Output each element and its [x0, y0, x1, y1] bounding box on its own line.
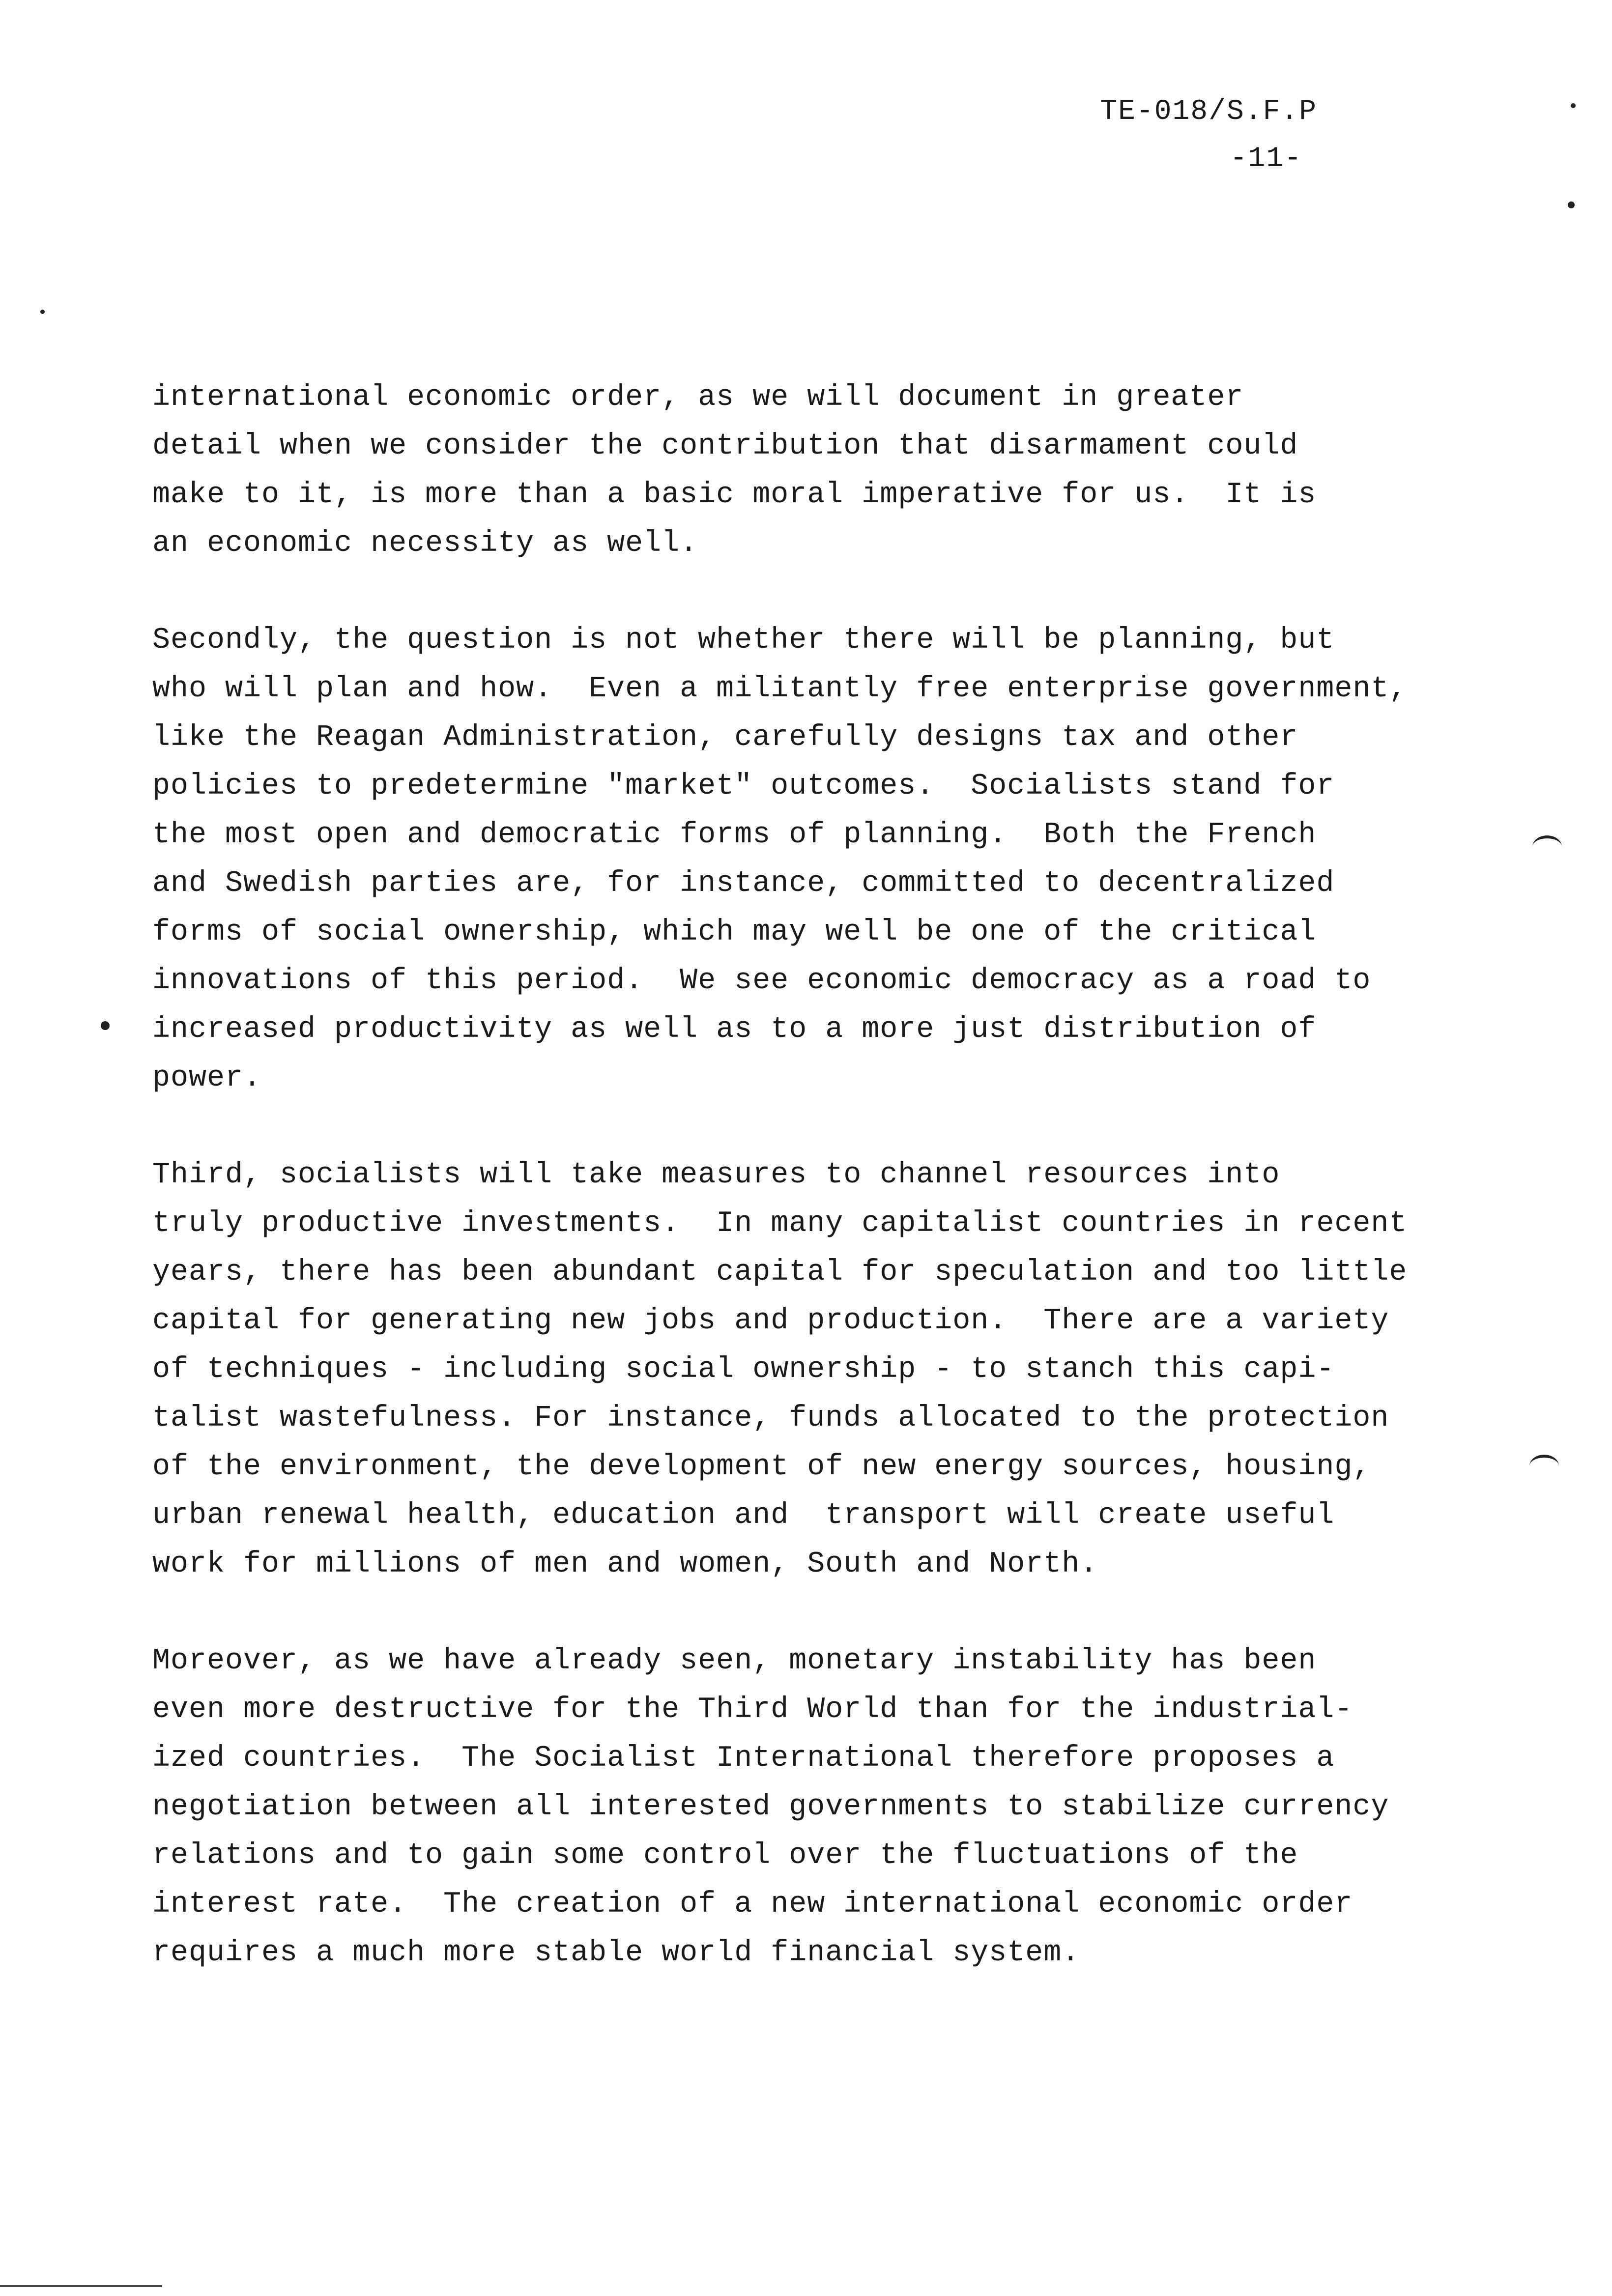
text-line: urban renewal health, education and transport will create useful — [152, 1499, 1335, 1532]
text-line: interest rate. The creation of a new international economic order — [152, 1888, 1353, 1921]
text-line: innovations of this period. We see economic democracy as a road to — [152, 964, 1371, 998]
text-line: power. — [152, 1062, 262, 1095]
text-line: international economic order, as we will document in greater — [152, 381, 1244, 414]
text-line: policies to predetermine "market" outcomes. Socialists stand for — [152, 770, 1335, 803]
text-line: detail when we consider the contribution that disarmament could — [152, 430, 1298, 463]
text-line: requires a much more stable world financial system. — [152, 1936, 1080, 1970]
document-body — [152, 373, 1528, 2026]
text-line: increased productivity as well as to a more just distribution of — [152, 1013, 1317, 1046]
text-line: relations and to gain some control over the fluctuations of the — [152, 1839, 1298, 1872]
paragraph-3 — [152, 1151, 1528, 1589]
text-line: negotiation between all interested governments to stabilize currency — [152, 1790, 1389, 1824]
document-reference: TE-018/S.F.P — [1100, 96, 1317, 128]
text-line: forms of social ownership, which may well be one of the critical — [152, 916, 1317, 949]
margin-arc-mark — [1529, 1455, 1559, 1477]
text-line: Third, socialists will take measures to channel resources into — [152, 1158, 1280, 1192]
margin-arc-mark — [1532, 835, 1562, 858]
text-line: ized countries. The Socialist International therefore proposes a — [152, 1742, 1335, 1775]
text-line: talist wastefulness. For instance, funds allocated to the protection — [152, 1402, 1389, 1435]
text-line: truly productive investments. In many capitalist countries in recent — [152, 1207, 1408, 1240]
text-line: who will plan and how. Even a militantly free enterprise government, — [152, 672, 1408, 706]
paragraph-1 — [152, 373, 1528, 568]
text-line: years, there has been abundant capital for speculation and too little — [152, 1256, 1408, 1289]
text-line: of techniques - including social ownership - to stanch this capi- — [152, 1353, 1335, 1386]
scan-dot — [101, 1021, 110, 1030]
page-edge-rule — [0, 2285, 162, 2287]
paragraph-2 — [152, 616, 1528, 1103]
text-line: an economic necessity as well. — [152, 527, 698, 560]
text-line: the most open and democratic forms of planning. Both the French — [152, 818, 1317, 852]
text-line: like the Reagan Administration, carefully designs tax and other — [152, 721, 1298, 754]
text-line: Moreover, as we have already seen, monetary instability has been — [152, 1644, 1317, 1678]
scan-dot — [1568, 201, 1575, 208]
text-line: Secondly, the question is not whether there will be planning, but — [152, 624, 1335, 657]
text-line: and Swedish parties are, for instance, committed to decentralized — [152, 867, 1335, 900]
text-line: of the environment, the development of new energy sources, housing, — [152, 1450, 1371, 1484]
paragraph-4 — [152, 1637, 1528, 1978]
text-line: even more destructive for the Third World than for the industrial- — [152, 1693, 1353, 1726]
page-number: -11- — [1230, 143, 1302, 175]
scan-dot — [40, 310, 45, 314]
text-line: make to it, is more than a basic moral imperative for us. It is — [152, 478, 1317, 512]
page-header — [1100, 88, 1317, 183]
text-line: capital for generating new jobs and production. There are a variety — [152, 1304, 1389, 1338]
text-line: work for millions of men and women, South and North. — [152, 1548, 1098, 1581]
scan-dot — [1571, 103, 1576, 108]
